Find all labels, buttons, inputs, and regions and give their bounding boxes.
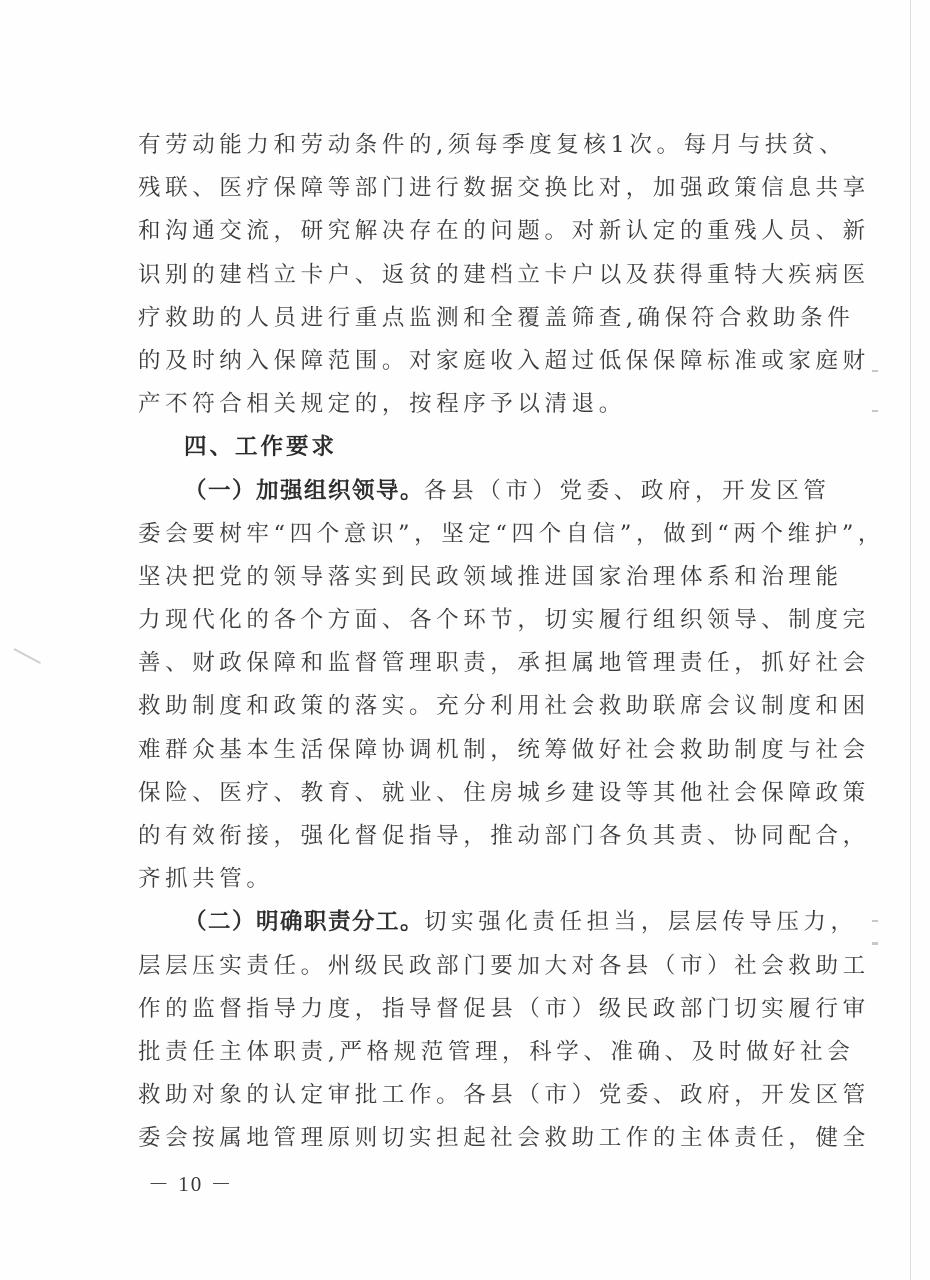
scan-artifact [14,648,41,664]
scan-artifact [872,920,878,922]
text-line: 救助对象的认定审批工作。各县（市）党委、政府，开发区管 [138,1082,870,1109]
body-text [138,124,886,1161]
text-line: 残联、医疗保障等部门进行数据交换比对，加强政策信息共享 [138,175,870,202]
subsection-1-first-line [138,470,831,513]
text-line: 的及时纳入保障范围。对家庭收入超过低保保障标准或家庭财 [138,347,870,374]
scan-artifact [872,410,878,412]
subsection-1-title: （一）加强组织领导。 [184,477,425,504]
text-line: 疗救助的人员进行重点监测和全覆盖筛查,确保符合救助条件 [138,304,855,331]
subsection-2-title: （二）明确职责分工。 [184,909,425,936]
scan-artifact [872,370,878,372]
scan-artifact [872,942,878,945]
text-span: 切实强化责任担当，层层传导压力， [424,909,858,936]
text-line: 识别的建档立卡户、返贫的建档立卡户以及获得重特大疾病医 [138,261,870,288]
text-line: 力现代化的各个方面、各个环节，切实履行组织领导、制度完 [138,607,870,634]
text-line: 批责任主体职责,严格规范管理，科学、准确、及时做好社会 [138,1038,855,1065]
section-heading [138,426,788,469]
text-line: 坚决把党的领导落实到民政领域推进国家治理体系和治理能 [138,563,843,590]
text-line: 保险、医疗、教育、就业、住房城乡建设等其他社会保障政策 [138,779,870,806]
text-line: 救助制度和政策的落实。充分利用社会救助联席会议制度和困 [138,693,870,720]
text-line: 和沟通交流，研究解决存在的问题。对新认定的重残人员、新 [138,218,870,245]
text-line: 作的监督指导力度，指导督促县（市）级民政部门切实履行审 [138,995,870,1022]
text-line: 难群众基本生活保障协调机制，统筹做好社会救助制度与社会 [138,736,870,763]
text-line: 善、财政保障和监督管理职责，承担属地管理责任，抓好社会 [138,650,870,677]
scan-page-edge [910,0,911,1280]
text-line: 委会要树牢“四个意识”，坚定“四个自信”，做到“两个维护”， [138,520,886,547]
text-line: 齐抓共管。 [138,866,274,893]
text-line: 有劳动能力和劳动条件的,须每季度复核1次。每月与扶贫、 [138,132,847,158]
page-number: － 10 － [148,1172,234,1196]
subsection-2-first-line [138,901,858,944]
section-heading-text: 四、工作要求 [184,434,338,461]
text-line: 层层压实责任。州级民政部门要加大对各县（市）社会救助工 [138,952,870,979]
text-line: 的有效衔接，强化督促指导，推动部门各负其责、协同配合， [138,823,870,849]
text-span: 各县（市）党委、政府，开发区管 [424,477,831,504]
text-line: 委会按属地管理原则切实担起社会救助工作的主体责任，健全 [138,1125,870,1152]
text-line: 产不符合相关规定的，按程序予以清退。 [138,391,626,418]
